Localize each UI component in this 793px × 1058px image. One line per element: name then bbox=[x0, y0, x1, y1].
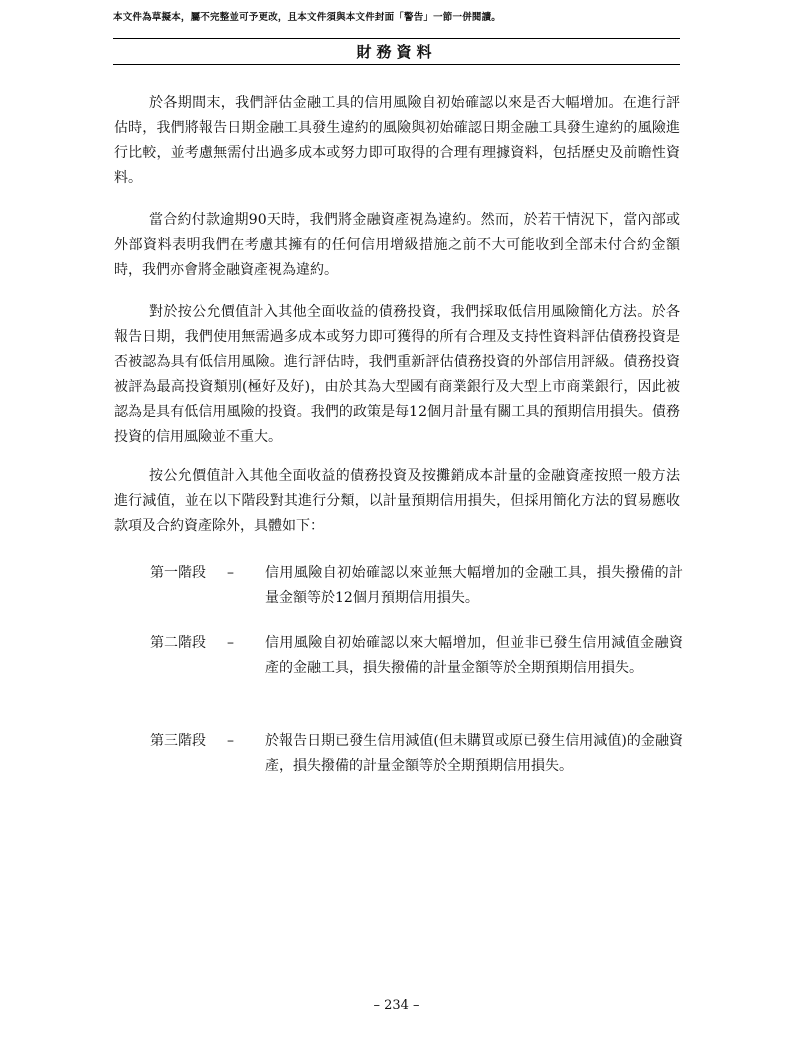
stage-description: 信用風險自初始確認以來並無大幅增加的金融工具，損失撥備的計量金額等於12個月預期信用損失。 bbox=[265, 565, 683, 606]
stage-dash: – bbox=[227, 565, 234, 581]
stage-dash: – bbox=[227, 635, 234, 651]
section-title: 財務資料 bbox=[356, 43, 437, 61]
stage-description: 信用風險自初始確認以來大幅增加，但並非已發生信用減值金融資產的金融工具，損失撥備的計量金額等於全期預期信用損失。 bbox=[265, 635, 683, 676]
paragraph-default-definition: 當合約付款逾期90天時，我們將金融資產視為違約。然而，於若干情況下，當內部或外部資料表明我們在考慮其擁有的任何信用增級措施之前不大可能收到全部未付合約金額時，我們亦會將金融資產視為違約。 bbox=[114, 212, 680, 278]
page-number: – 234 – bbox=[373, 998, 420, 1013]
header-top-rule bbox=[113, 38, 680, 39]
stage-label: 第三階段 bbox=[150, 733, 206, 749]
paragraph-credit-risk-assessment: 於各期間末，我們評估金融工具的信用風險自初始確認以來是否大幅增加。在進行評估時，我們將報告日期金融工具發生違約的風險與初始確認日期金融工具發生違約的風險進行比較，並考慮無需付出過多成本或努力即可取得的合理有理據資料，包括歷史及前瞻性資料。 bbox=[114, 95, 680, 186]
stage-description: 於報告日期已發生信用減值(但未購買或原已發生信用減值)的金融資產，損失撥備的計量金額等於全期預期信用損失。 bbox=[265, 733, 683, 774]
stage-label: 第一階段 bbox=[150, 565, 206, 581]
stage-dash: – bbox=[227, 733, 234, 749]
draft-notice: 本文件為草擬本，屬不完整並可予更改，且本文件須與本文件封面「警告」一節一併閱讀。 bbox=[113, 12, 502, 23]
paragraph-debt-investments: 對於按公允價值計入其他全面收益的債務投資，我們採取低信用風險簡化方法。於各報告日期，我們使用無需過多成本或努力即可獲得的所有合理及支持性資料評估債務投資是否被認為具有低信用風險。進行評估時，我們重新評估債務投資的外部信用評級。債務投資被評為最高投資類別(極好及好)，由於其為大型國有商業銀行及大型上市商業銀行，因此被認為是具有低信用風險的投資。我們的政策是每12個月計量有關工具的預期信用損失。債務投資的信用風險並不重大。 bbox=[114, 304, 680, 445]
stage-label: 第二階段 bbox=[150, 635, 206, 651]
paragraph-general-approach: 按公允價值計入其他全面收益的債務投資及按攤銷成本計量的金融資產按照一般方法進行減值，並在以下階段對其進行分類，以計量預期信用損失，但採用簡化方法的貿易應收款項及合約資產除外，具體如下： bbox=[114, 468, 680, 534]
header-bottom-rule bbox=[113, 64, 680, 65]
